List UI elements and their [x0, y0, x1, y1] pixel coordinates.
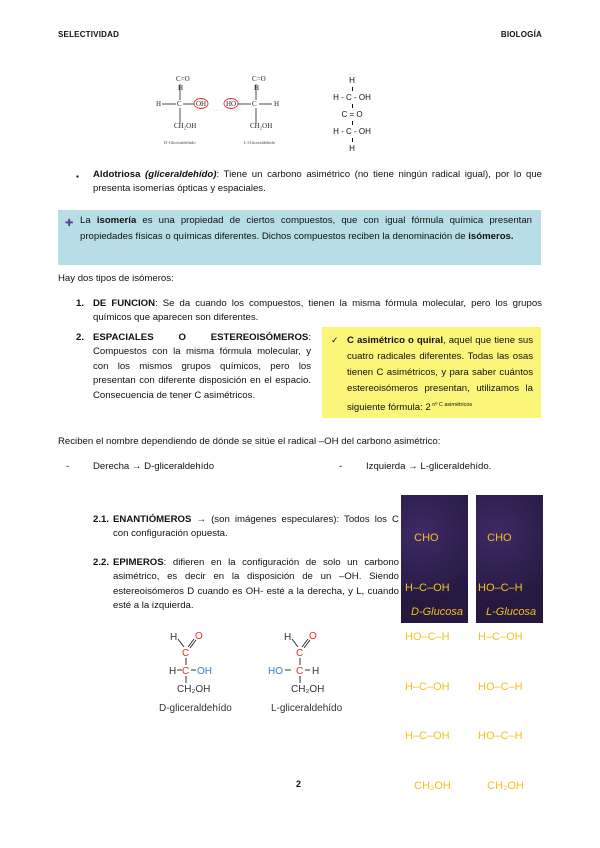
bullet-term-italic: (gliceraldehído)	[145, 169, 217, 180]
ho-right: HO	[226, 100, 237, 108]
izquierda-l: Izquierda → L-gliceraldehído.	[366, 461, 492, 472]
list-num-1: 1.	[76, 298, 85, 309]
ch2oh-left: CH₂OH	[174, 122, 197, 130]
svg-text:CH₂OH: CH₂OH	[291, 684, 325, 695]
fischer-figure-gliceraldehido	[150, 70, 290, 150]
svg-text:O: O	[195, 631, 203, 642]
infobox-mid: es una propiedad de ciertos compuestos, que con igual fórmula química presentan propiedades físicas o químicas diferentes. Dichos compuestos reciben la denominación de	[80, 215, 532, 242]
h-left: H	[156, 100, 162, 108]
svg-text:H: H	[284, 632, 292, 643]
d-glucosa-row-3: HO–C–H	[405, 631, 450, 643]
types-intro: Hay dos tipos de isómeros:	[58, 273, 174, 284]
svg-text:O: O	[309, 631, 317, 642]
cho-left: C=O	[176, 75, 190, 83]
derecha-d: Derecha → D-gliceraldehído	[93, 461, 215, 472]
caption-d-gliceraldehido: D-Gliceraldehído	[164, 140, 196, 145]
h-top-left: H	[178, 84, 184, 92]
sub22-term: EPIMEROS	[113, 557, 164, 568]
d-glucosa-panel	[401, 495, 468, 792]
list-item1-term: DE FUNCION	[93, 298, 156, 309]
c-right: C	[252, 100, 257, 108]
ketone-row-3: C = O	[341, 110, 363, 119]
l-glucosa-row-6: CH₂OH	[478, 779, 524, 792]
l-glucosa-row-4: HO–C–H	[478, 680, 523, 693]
bullet-aldotriosa	[93, 168, 542, 197]
dash-left: -	[66, 461, 70, 472]
l-glucosa-row-2: HO–C–H	[478, 581, 523, 594]
d-glucosa-row-5: H–C–OH	[405, 730, 450, 742]
d-gliceraldehido-label: D-gliceraldehído	[159, 703, 232, 714]
svg-text:C: C	[182, 666, 190, 677]
list-item-funcion	[93, 297, 542, 326]
d-glucosa-row-2: H–C–OH	[405, 581, 450, 594]
yellowbox-text: , aquel que tiene sus cuatro radicales diferentes. Todas las osas tienen C asimétricos, y para saber cuántos estereoisómeros presentan, utilizamos la siguiente fórmula: 2	[347, 335, 533, 414]
svg-text:HO: HO	[268, 666, 283, 677]
list-item1-text: : Se da cuando los compuestos, tienen la misma fórmula molecular, pero los grupos químicos que aparecen son diferentes.	[93, 298, 542, 324]
svg-text:C: C	[182, 648, 190, 659]
l-glucosa-row-1: CHO	[478, 532, 512, 544]
d-glucosa-row-1: CHO	[405, 532, 439, 544]
list-item2-term: ESPACIALES O ESTEREOISÓMEROS	[93, 332, 309, 343]
dash-right: -	[339, 461, 343, 472]
yellowbox-bold: C asimétrico o quiral	[347, 335, 443, 346]
sub22-text: : difieren en la configuración de solo un carbono asimétrico, es decir en la disposición de un –OH. Siendo estereoisómeros D cuando es OH- esté a la derecha, y L, cuando esté a la izquierda.	[113, 557, 399, 612]
header-left: SELECTIVIDAD	[58, 30, 120, 39]
svg-text:H: H	[170, 632, 178, 643]
page-number: 2	[296, 779, 302, 789]
bullet-text: : Tiene un carbono asimétrico (no tiene ningún radical igual), por lo que presenta isomerías ópticas y espaciales.	[93, 169, 543, 195]
h-right: H	[274, 100, 280, 108]
cho-right: C=O	[252, 75, 266, 83]
c-left: C	[177, 100, 182, 108]
ketone-row-4: H - C - OH	[333, 127, 371, 136]
svg-text:CH₂OH: CH₂OH	[177, 684, 211, 695]
infobox-bold-isomeria: isomería	[96, 215, 137, 226]
ketone-row-5: H	[349, 144, 355, 153]
caption-l-gliceraldehido: L-Gliceraldehído	[244, 140, 275, 145]
svg-text:C: C	[296, 648, 304, 659]
fischer-diagram	[150, 70, 290, 150]
bullet-term: Aldotriosa	[93, 169, 146, 180]
list-item2-text: : Compuestos con la misma fórmula molecular, y con los mismos grupos químicos, pero los presentan con diferente disposición en el espacio. Consecuencia de tener C asimétricos.	[93, 332, 311, 401]
svg-text:OH: OH	[197, 666, 212, 677]
sub21-term: ENANTIÓMEROS	[113, 514, 192, 525]
ketone-structure	[322, 74, 382, 155]
d-glucosa-row-6: CH₂OH	[405, 779, 451, 792]
check-icon: ✓	[331, 335, 339, 345]
gliceraldehido-bottom-figure	[155, 628, 365, 718]
svg-text:H: H	[312, 666, 320, 677]
pin-icon: ✚	[65, 218, 74, 229]
header-right: BIOLOGÍA	[500, 30, 542, 39]
sub22-epimeros	[113, 556, 399, 614]
sub21-num: 2.1.	[93, 514, 110, 525]
l-gliceraldehido-label: L-gliceraldehído	[271, 703, 343, 714]
infobox-pre: La	[80, 215, 97, 226]
carbono-asimetrico-text	[347, 333, 533, 416]
l-glucosa-label: L-Glucosa	[486, 606, 537, 618]
ketone-row-1: H	[349, 76, 355, 85]
d-glucosa-row-4: H–C–OH	[405, 680, 450, 693]
l-glucosa-panel	[476, 495, 543, 792]
l-glucosa-row-3: H–C–OH	[478, 631, 523, 643]
sub21-enantiomeros	[113, 513, 399, 542]
h-top-right: H	[254, 84, 260, 92]
list-item-espaciales	[93, 331, 311, 403]
isomeria-text	[80, 213, 532, 244]
ch2oh-right: CH₂OH	[250, 122, 273, 130]
square-bullet-icon: ▪	[76, 172, 79, 181]
sub21-text: → (son imágenes especulares): Todos los C con configuración opuesta.	[113, 514, 399, 540]
yellowbox-sup: nº C asimétricos	[430, 402, 473, 408]
svg-text:C: C	[296, 666, 304, 677]
infobox-bold-isomeros: isómeros.	[468, 230, 514, 242]
svg-text:H: H	[169, 666, 177, 677]
list-num-2: 2.	[76, 332, 85, 343]
sub22-num: 2.2.	[93, 557, 110, 568]
ketone-row-2: H - C - OH	[333, 93, 371, 102]
l-glucosa-row-5: HO–C–H	[478, 730, 523, 742]
d-glucosa-label: D-Glucosa	[411, 606, 463, 618]
names-intro: Reciben el nombre dependiendo de dónde se sitúe el radical –OH del carbono asimétrico:	[58, 436, 441, 447]
oh-left: OH	[196, 100, 207, 108]
